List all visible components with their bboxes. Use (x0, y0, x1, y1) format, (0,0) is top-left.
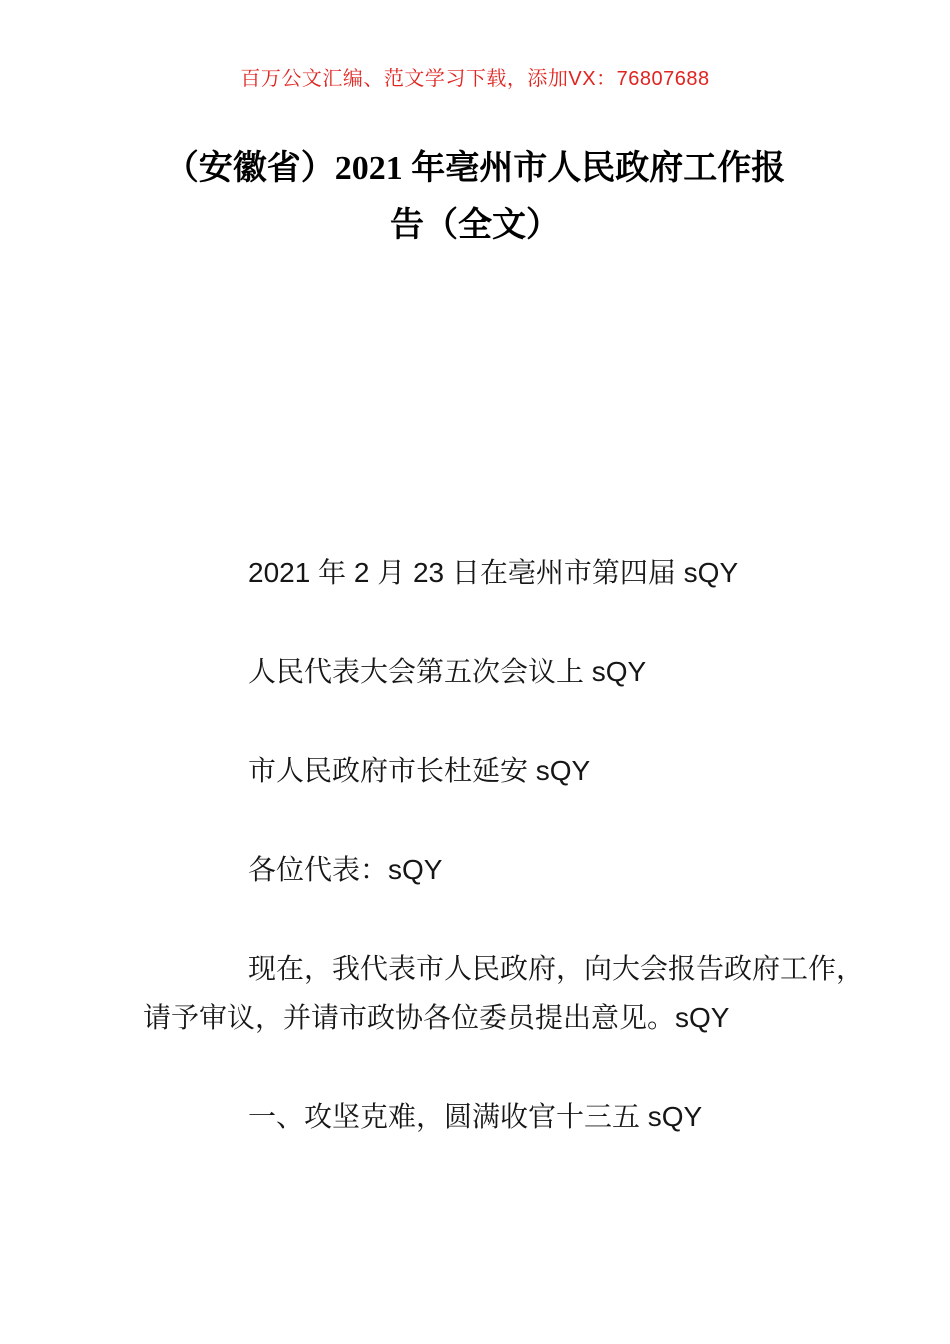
document-title-line-1: （安徽省）2021 年亳州市人民政府工作报 (164, 150, 786, 187)
promo-notice-text: 百万公文汇编、范文学习下载，添加VX：76807688 (240, 68, 710, 90)
paragraph-date-line: 2021 年 2 月 23 日在亳州市第四届 sQY (248, 557, 739, 588)
document-title-line-2: 告（全文） (390, 207, 560, 244)
document-body (143, 548, 873, 1141)
paragraph-mayor-line: 市人民政府市长杜延安 sQY (248, 755, 591, 786)
paragraph-salutation: 各位代表：sQY (248, 854, 443, 885)
paragraph-congress-line: 人民代表大会第五次会议上 sQY (248, 656, 647, 687)
document-title (95, 140, 855, 254)
paragraph-intro: 现在，我代表市人民政府，向大会报告政府工作，请予审议，并请市政协各位委员提出意见。sQY (143, 953, 865, 1033)
paragraph-section-heading: 一、攻坚克难，圆满收官十三五 sQY (248, 1101, 703, 1132)
